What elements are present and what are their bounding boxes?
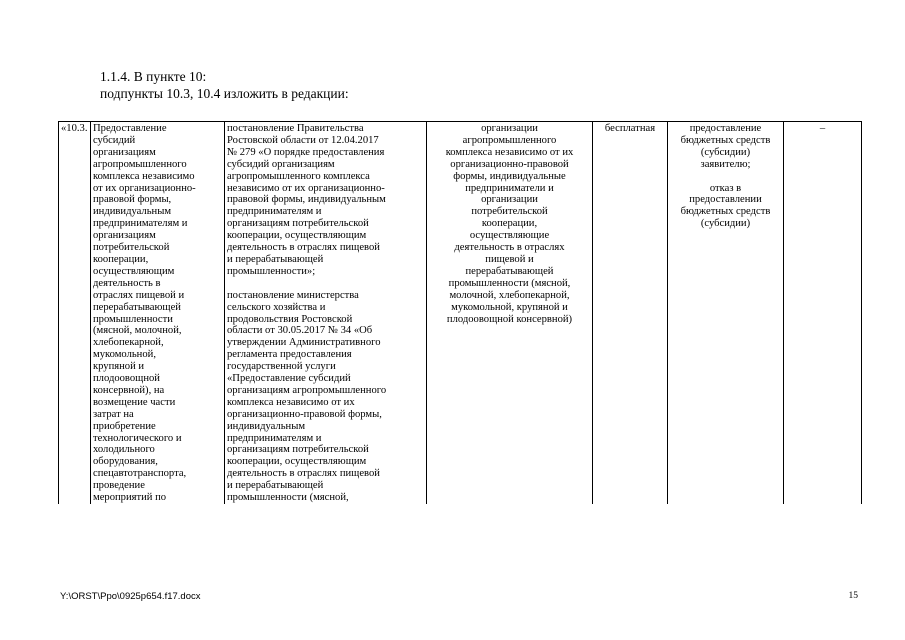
row-number-cell: «10.3. (59, 122, 91, 505)
heading-line-1: 1.1.4. В пункте 10: (100, 69, 207, 84)
dash-cell: – (784, 122, 862, 505)
heading-line-2: подпункты 10.3, 10.4 изложить в редакции: (100, 86, 349, 101)
services-table (58, 121, 862, 504)
payment-cell: бесплатная (593, 122, 668, 505)
result-cell: предоставление бюджетных средств (субсидии) заявителю; отказ в предоставлении бюджетных средств (субсидии) (668, 122, 784, 505)
file-path-footer: Y:\ORST\Ppo\0925p654.f17.docx (60, 591, 201, 602)
page-number: 15 (848, 591, 858, 601)
legal-basis-cell: постановление Правительства Ростовской области от 12.04.2017 № 279 «О порядке предоставления субсидий организациям агропромышленного комплекса независимо от их организационно- правовой формы, индивидуальным предпринимателям и организациям потребительской кооперации, осуществляющим деятельность в отраслях пищевой и перерабатывающей промышленности»; постановление министерства сельского хозяйства и продовольствия Ростовской области от 30.05.2017 № 34 «Об утверждении Административного регламента предоставления государственной услуги «Предоставление субсидий организациям агропромышленного комплекса независимо от их организационно-правовой формы, индивидуальным предпринимателям и организациям потребительской кооперации, осуществляющим деятельность в отраслях пищевой и перерабатывающей промышленности (мясной, (225, 122, 427, 505)
recipients-cell: организации агропромышленного комплекса независимо от их организационно-правовой формы, индивидуальные предприниматели и организации потребительской кооперации, осуществляющие деятельность в отраслях пищевой и перерабатывающей промышленности (мясной, молочной, хлебопекарной, мукомольной, крупяной и плодоовощной консервной) (427, 122, 593, 505)
amendment-heading (100, 68, 349, 102)
table-row (59, 122, 862, 505)
service-name-cell: Предоставление субсидий организациям агропромышленного комплекса независимо от их организационно- правовой формы, индивидуальным предпринимателям и организациям потребительской кооперации, осуществляющим деятельность в отраслях пищевой и перерабатывающей промышленности (мясной, молочной, хлебопекарной, мукомольной, крупяной и плодоовощной консервной), на возмещение части затрат на приобретение технологического и холодильного оборудования, спецавтотранспорта, проведение мероприятий по (91, 122, 225, 505)
